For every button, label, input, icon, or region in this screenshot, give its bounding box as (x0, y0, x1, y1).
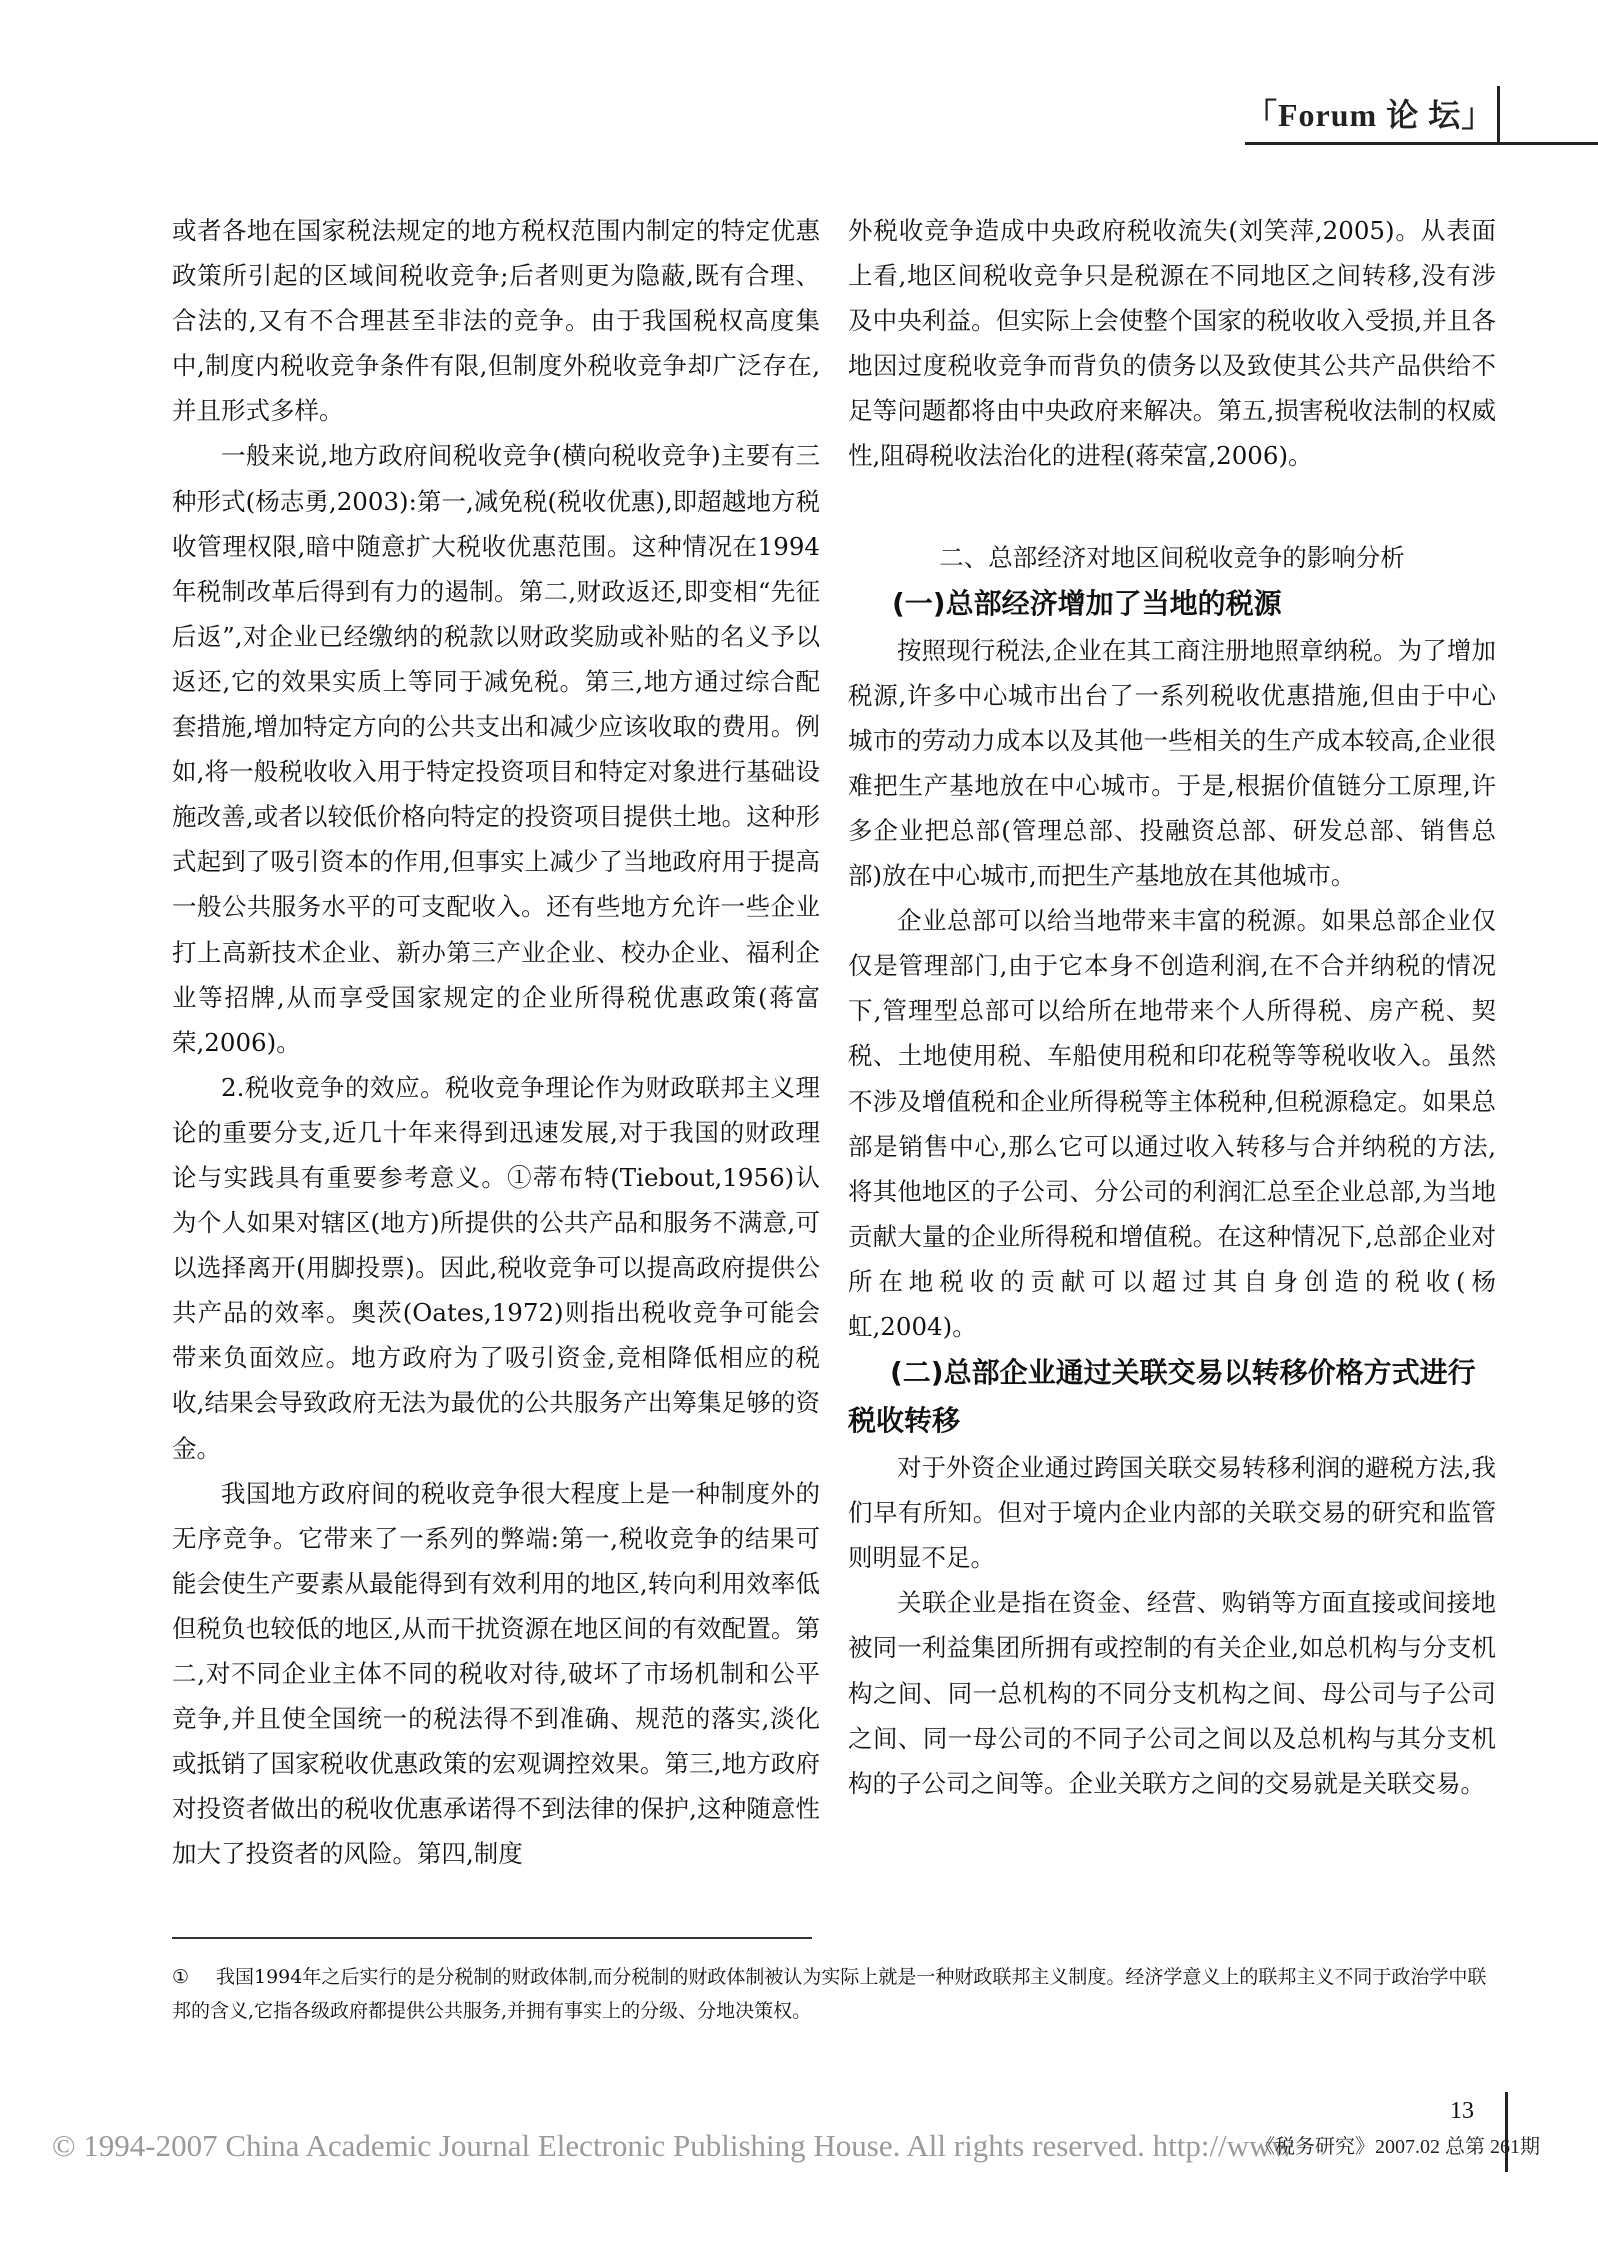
left-paragraph-4: 我国地方政府间的税收竞争很大程度上是一种制度外的无序竞争。它带来了一系列的弊端:第一,税收竞争的结果可能会使生产要素从最能得到有效利用的地区,转向利用效率低但税负也较低的地区,从而干扰资源在地区间的有效配置。第二,对不同企业主体不同的税收对待,破坏了市场机制和公平竞争,并且使全国统一的税法得不到准确、规范的落实,淡化或抵销了国家税收优惠政策的宏观调控效果。第三,地方政府对投资者做出的税收优惠承诺得不到法律的保护,这种随意性加大了投资者的风险。第四,制度 (172, 1478, 820, 1869)
left-paragraph-3: 2.税收竞争的效应。税收竞争理论作为财政联邦主义理论的重要分支,近几十年来得到迅速发展,对于我国的财政理论与实践具有重要参考意义。①蒂布特(Tiebout,1956)认为个人如果对辖区(地方)所提供的公共产品和服务不满意,可以选择离开(用脚投票)。因此,税收竞争可以提高政府提供公共产品的效率。奥茨(Oates,1972)则指出税收竞争可能会带来负面效应。地方政府为了吸引资金,竞相降低相应的税收,结果会导致政府无法为最优的公共服务产出筹集足够的资金。 (172, 1072, 820, 1463)
footnote-text: 我国1994年之后实行的是分税制的财政体制,而分税制的财政体制被认为实际上就是一种财政联邦主义制度。经济学意义上的联邦主义不同于政治学中联邦的含义,它指各级政府都提供公共服务,并拥有事实上的分级、分地决策权。 (172, 1966, 1487, 2022)
header-rule-vertical (1497, 86, 1500, 144)
footnote-rule (172, 1937, 812, 1939)
footnote-mark: ① (172, 1966, 190, 1988)
left-column (172, 208, 820, 1876)
section-title: 二、总部经济对地区间税收竞争的影响分析 (939, 542, 1405, 572)
copyright-watermark: © 1994-2007 China Academic Journal Electronic Publishing House. All rights reserved. http://www (52, 2128, 1294, 2163)
section-header: 「Forum 论 坛」 (1245, 97, 1495, 133)
journal-issue: 《税务研究》2007.02 总第 261期 (1255, 2136, 1540, 2158)
left-paragraph-1: 或者各地在国家税法规定的地方税权范围内制定的特定优惠政策所引起的区域间税收竞争;后者则更为隐蔽,既有合理、合法的,又有不合理甚至非法的竞争。由于我国税权高度集中,制度内税收竞争条件有限,但制度外税收竞争却广泛存在,并且形式多样。 (172, 216, 820, 426)
right-paragraph-1: 外税收竞争造成中央政府税收流失(刘笑萍,2005)。从表面上看,地区间税收竞争只是税源在不同地区之间转移,没有涉及中央利益。但实际上会使整个国家的税收收入受损,并且各地因过度税收竞争而背负的债务以及致使其公共产品供给不足等问题都将由中央政府来解决。第五,损害税收法制的权威性,阻碍税收法治化的进程(蒋荣富,2006)。 (848, 216, 1496, 471)
right-paragraph-2: 按照现行税法,企业在其工商注册地照章纳税。为了增加税源,许多中心城市出台了一系列税收优惠措施,但由于中心城市的劳动力成本以及其他一些相关的生产成本较高,企业很难把生产基地放在中心城市。于是,根据价值链分工原理,许多企业把总部(管理总部、投融资总部、研发总部、销售总部)放在中心城市,而把生产基地放在其他城市。 (848, 635, 1496, 891)
footnote (172, 1960, 1497, 2028)
right-column (848, 208, 1496, 1806)
subsection-title-1: (一)总部经济增加了当地的税源 (892, 586, 1282, 620)
section-gap (848, 479, 1496, 535)
right-paragraph-5: 关联企业是指在资金、经营、购销等方面直接或间接地被同一利益集团所拥有或控制的有关企业,如总机构与分支机构之间、同一总机构的不同分支机构之间、母公司与子公司之间、同一母公司的不同子公司之间以及总机构与其分支机构的子公司之间等。企业关联方之间的交易就是关联交易。 (848, 1588, 1496, 1798)
page-number: 13 (1450, 2098, 1474, 2124)
right-paragraph-3: 企业总部可以给当地带来丰富的税源。如果总部企业仅仅是管理部门,由于它本身不创造利润,在不合并纳税的情况下,管理型总部可以给所在地带来个人所得税、房产税、契税、土地使用税、车船使用税和印花税等等税收收入。虽然不涉及增值税和企业所得税等主体税种,但税源稳定。如果总部是销售中心,那么它可以通过收入转移与合并纳税的方法,将其他地区的子公司、分公司的利润汇总至企业总部,为当地贡献大量的企业所得税和增值税。在这种情况下,总部企业对所在地税收的贡献可以超过其自身创造的税收(杨虹,2004)。 (848, 906, 1496, 1341)
right-paragraph-4: 对于外资企业通过跨国关联交易转移利润的避税方法,我们早有所知。但对于境内企业内部的关联交易的研究和监管则明显不足。 (848, 1453, 1496, 1573)
left-paragraph-2: 一般来说,地方政府间税收竞争(横向税收竞争)主要有三种形式(杨志勇,2003):第一,减免税(税收优惠),即超越地方税收管理权限,暗中随意扩大税收优惠范围。这种情况在1994年税制改革后得到有力的遏制。第二,财政返还,即变相“先征后返”,对企业已经缴纳的税款以财政奖励或补贴的名义予以返还,它的效果实质上等同于减免税。第三,地方通过综合配套措施,增加特定方向的公共支出和减少应该收取的费用。例如,将一般税收收入用于特定投资项目和特定对象进行基础设施改善,或者以较低价格向特定的投资项目提供土地。这种形式起到了吸引资本的作用,但事实上减少了当地政府用于提高一般公共服务水平的可支配收入。还有些地方允许一些企业打上高新技术企业、新办第三产业企业、校办企业、福利企业等招牌,从而享受国家规定的企业所得税优惠政策(蒋富荣,2006)。 (172, 441, 820, 1057)
subsection-title-2: (二)总部企业通过关联交易以转移价格方式进行税收转移 (848, 1356, 1476, 1438)
header-rule-horizontal (1245, 142, 1598, 145)
